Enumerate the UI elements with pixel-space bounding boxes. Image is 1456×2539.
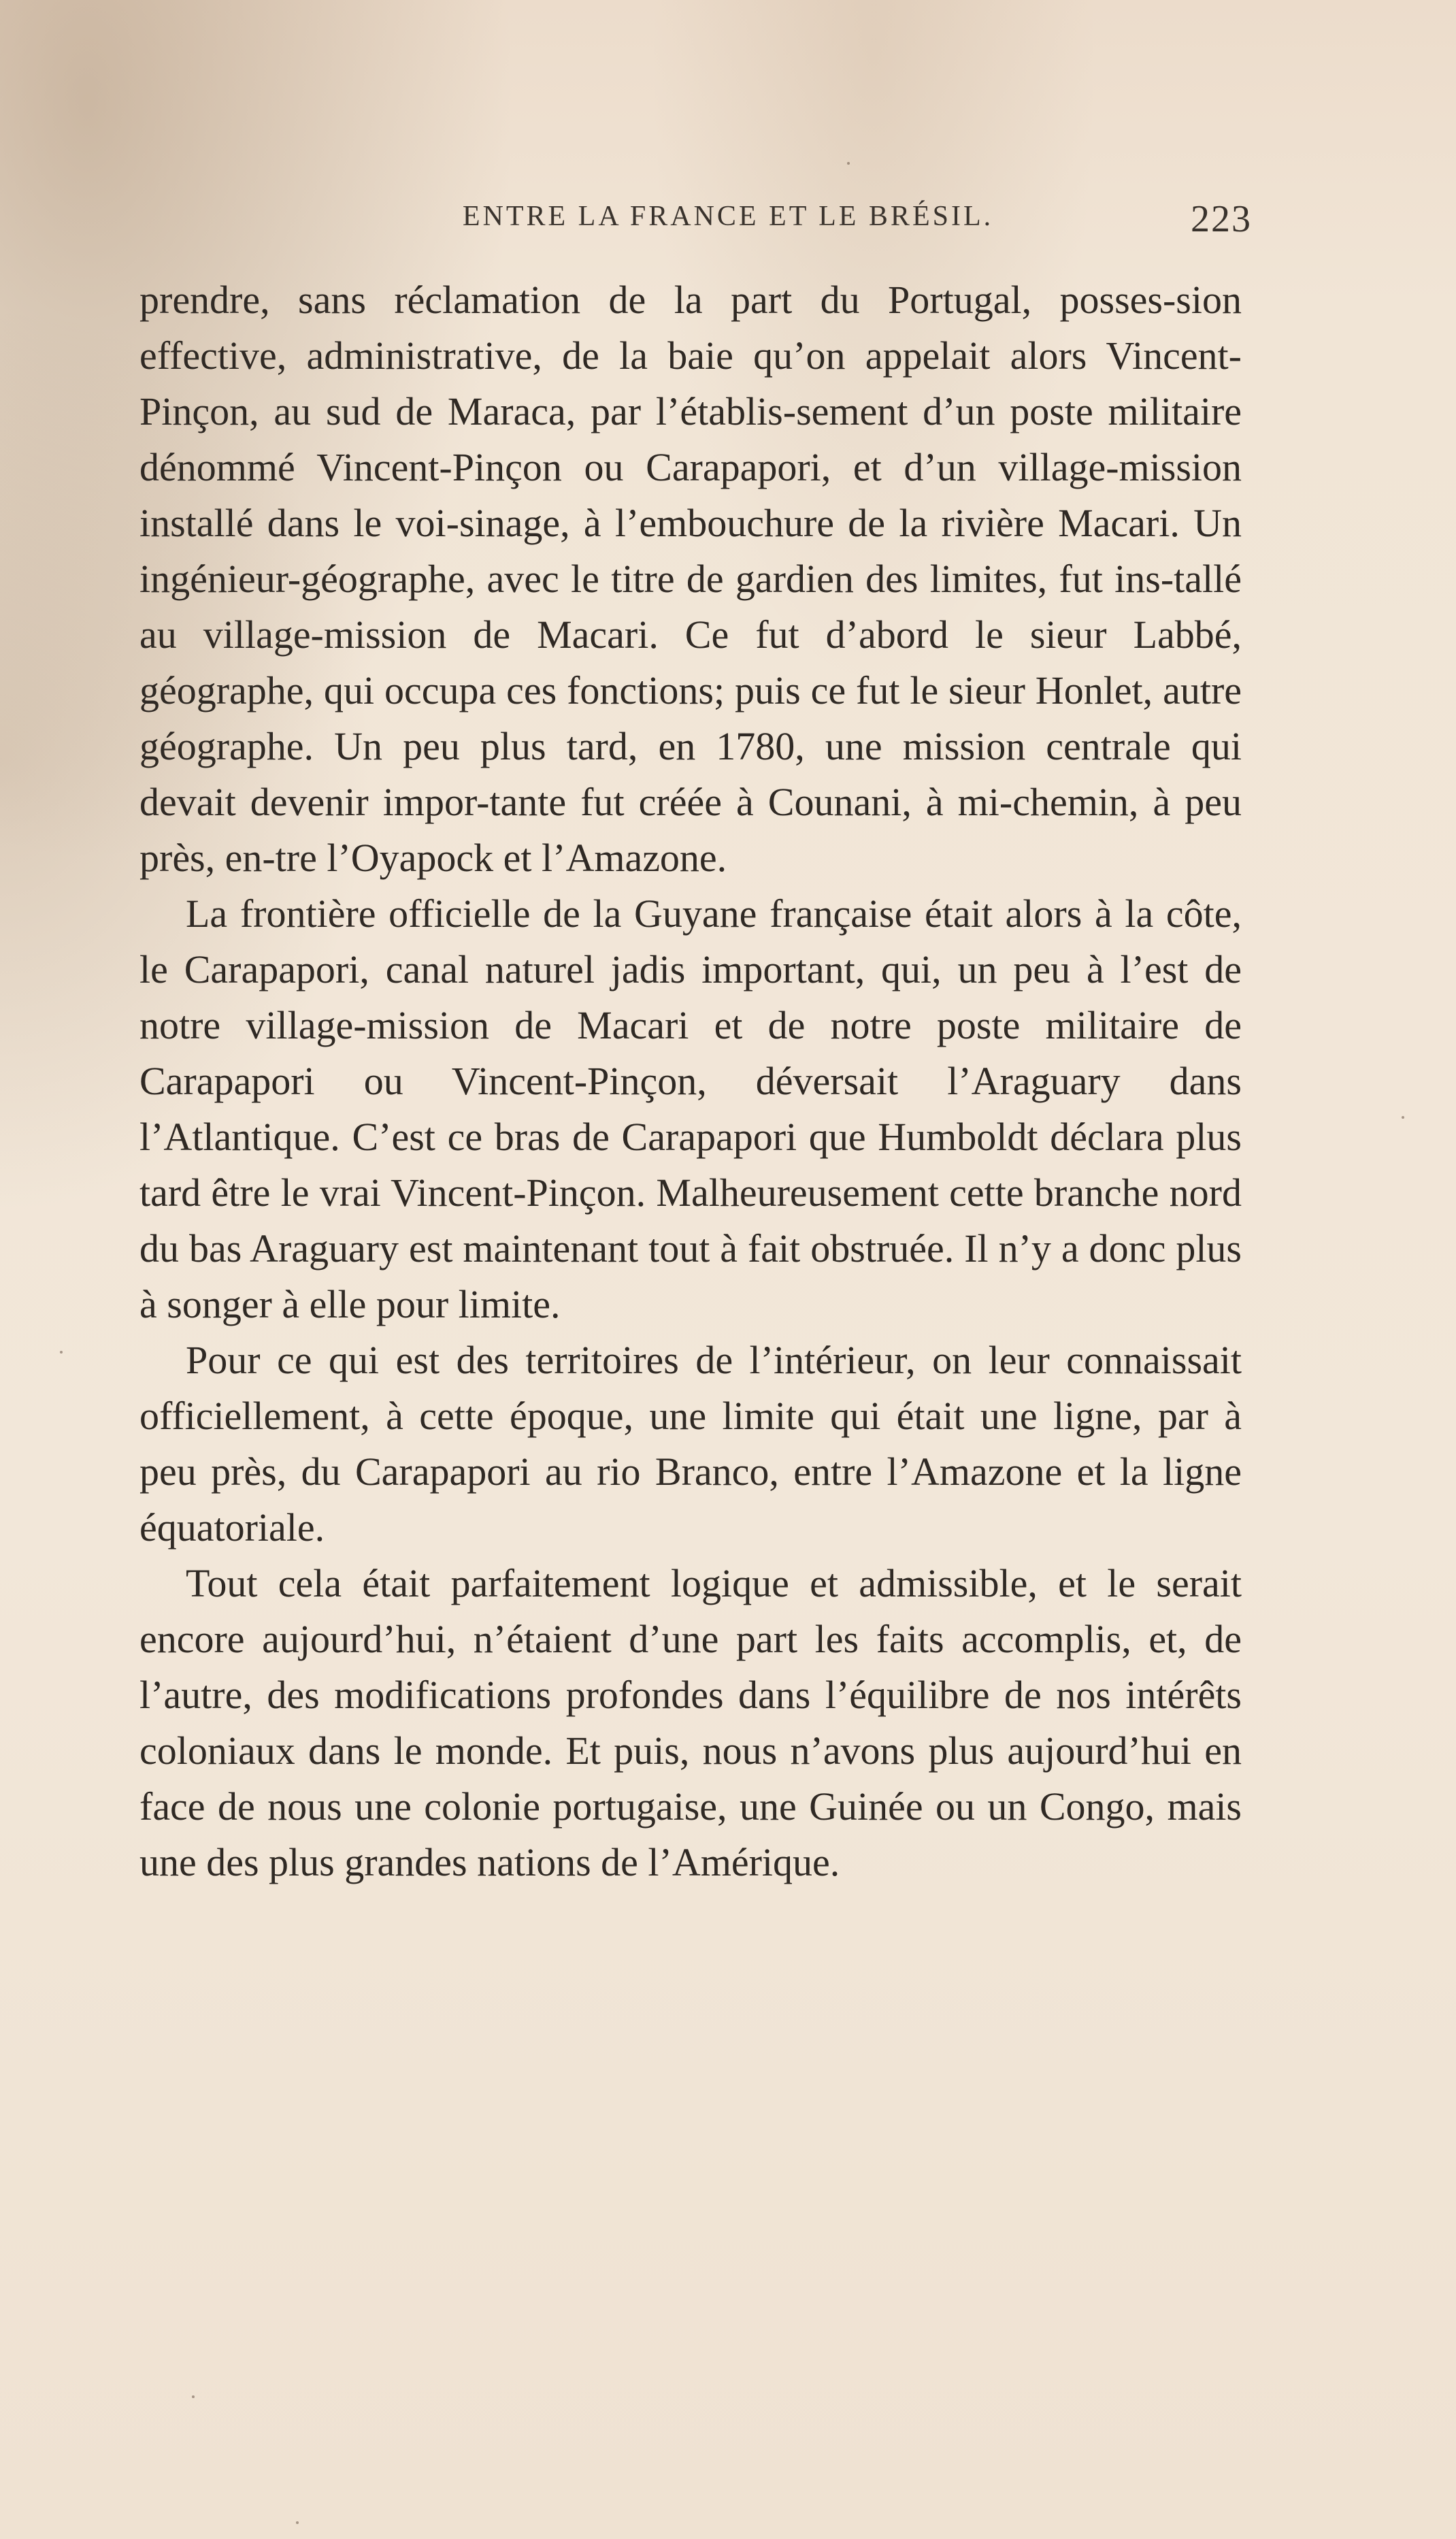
paragraph-continued: prendre, sans réclamation de la part du Portugal, posses-sion effective, administrative, de la baie qu’on appelait alors Vincent-Pinçon, au sud de Maraca, par l’établis-sement d’un poste militaire dénommé Vincent-Pinçon ou Carapapori, et d’un village-mission installé dans le voi-sinage, à l’embouchure de la rivière Macari. Un ingénieur-géographe, avec le titre de gardien des limites, fut ins-tallé au village-mission de Macari. Ce fut d’abord le sieur Labbé, géographe, qui occupa ces fonctions; puis ce fut le sieur Honlet, autre géographe. Un peu plus tard, en 1780, une mission centrale qui devait devenir impor-tante fut créée à Counani, à mi-chemin, à peu près, en-tre l’Oyapock et l’Amazone.: [139, 278, 1242, 880]
running-title: ENTRE LA FRANCE ET LE BRÉSIL.: [462, 201, 994, 232]
paragraph-frontier: La frontière officielle de la Guyane française était alors à la côte, le Carapapori, canal naturel jadis important, qui, un peu à l’est de notre village-mission de Macari et de notre poste militaire de Carapapori ou Vincent-Pinçon, déversait l’Araguary dans l’Atlantique. C’est ce bras de Carapapori que Humboldt déclara plus tard être le vrai Vincent-Pinçon. Malheureusement cette branche nord du bas Araguary est maintenant tout à fait obstruée. Il n’y a donc plus à songer à elle pour limite.: [139, 891, 1242, 1326]
paper-speck: [1402, 1116, 1404, 1119]
paragraph-conclusion: Tout cela était parfaitement logique et admissible, et le serait encore aujourd’hui, n’étaient d’une part les faits accomplis, et, de l’autre, des modifications profondes dans l’équilibre de nos intérêts coloniaux dans le monde. Et puis, nous n’avons plus aujourd’hui en face de nous une colonie portugaise, une Guinée ou un Congo, mais une des plus grandes nations de l’Amérique.: [139, 1561, 1242, 1884]
paper-speck: [296, 2521, 299, 2524]
paper-speck: [847, 162, 850, 165]
page-number: 223: [1191, 198, 1252, 240]
body-text: [139, 272, 1242, 1890]
paragraph-interior-territories: Pour ce qui est des territoires de l’intérieur, on leur connaissait officiellement, à cette époque, une limite qui était une ligne, par à peu près, du Carapapori au rio Branco, entre l’Amazone et la ligne équatoriale.: [139, 1338, 1242, 1550]
running-header: [0, 197, 1456, 252]
paper-speck: [60, 1351, 63, 1354]
paper-speck: [192, 2395, 195, 2398]
